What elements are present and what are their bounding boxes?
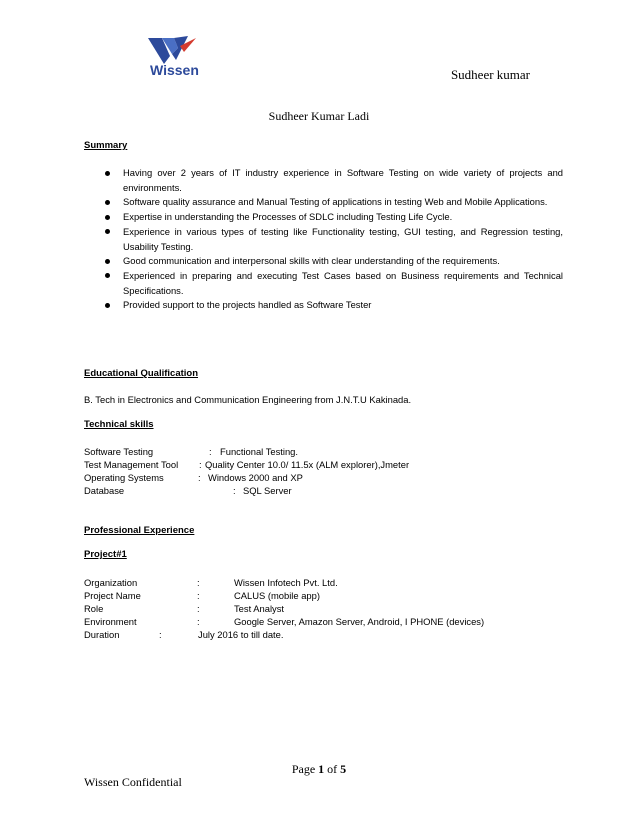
project-sep: : (159, 629, 162, 640)
company-logo (146, 36, 216, 80)
project-value: Test Analyst (234, 603, 285, 614)
skill-value: Windows 2000 and XP (208, 472, 303, 483)
skill-sep: : (198, 472, 201, 483)
summary-bullet: Provided support to the projects handled as Software Tester (103, 298, 563, 313)
page-total: 5 (340, 762, 347, 776)
skill-label: Test Management Tool (84, 459, 179, 470)
project-label: Organization (84, 577, 138, 588)
summary-bullet: Having over 2 years of IT industry experience in Software Testing on wide variety of projects and environments. (103, 166, 563, 195)
logo-text: Wissen (150, 62, 199, 78)
skill-value: SQL Server (243, 485, 292, 496)
skill-value: Quality Center 10.0/ 11.5x (ALM explorer),Jmeter (205, 459, 410, 470)
skill-value: Functional Testing. (220, 446, 298, 457)
skill-sep: : (233, 485, 236, 496)
project-sep: : (197, 577, 200, 588)
project-sep: : (197, 616, 200, 627)
experience-heading: Professional Experience (84, 525, 195, 536)
summary-bullet: Experience in various types of testing like Functionality testing, GUI testing, and Regression testing, Usability Testing. (103, 225, 563, 254)
skill-sep: : (199, 459, 202, 470)
skill-sep: : (209, 446, 212, 457)
summary-bullet: Experienced in preparing and executing Test Cases based on Business requirements and Technical Specifications. (103, 269, 563, 298)
project-label: Environment (84, 616, 137, 627)
confidential-footer: Wissen Confidential (84, 775, 182, 789)
project-label: Duration (84, 629, 120, 640)
education-text: B. Tech in Electronics and Communication Engineering from J.N.T.U Kakinada. (84, 394, 412, 405)
project-value: Google Server, Amazon Server, Android, I PHONE (devices) (234, 616, 485, 627)
skill-label: Database (84, 485, 125, 496)
project-label: Project Name (84, 590, 141, 601)
education-heading: Educational Qualification (84, 368, 199, 379)
project-value: Wissen Infotech Pvt. Ltd. (234, 577, 338, 588)
summary-bullet: Expertise in understanding the Processes of SDLC including Testing Life Cycle. (103, 210, 563, 225)
project-sep: : (197, 590, 200, 601)
project-value: July 2016 to till date. (198, 629, 284, 640)
summary-bullet: Good communication and interpersonal skills with clear understanding of the requirements. (103, 254, 563, 269)
summary-heading: Summary (84, 140, 128, 151)
project-heading: Project#1 (84, 549, 127, 560)
project-label: Role (84, 603, 104, 614)
summary-list (103, 166, 563, 313)
of-word: of (327, 762, 338, 776)
skills-heading: Technical skills (84, 419, 154, 430)
page-word: Page (291, 762, 316, 776)
project-sep: : (197, 603, 200, 614)
skill-label: Operating Systems (84, 472, 164, 483)
page-current: 1 (318, 762, 325, 776)
header-name: Sudheer kumar (450, 67, 530, 82)
summary-bullet: Software quality assurance and Manual Testing of applications in testing Web and Mobile Applications. (103, 195, 563, 210)
skill-label: Software Testing (84, 446, 154, 457)
candidate-name: Sudheer Kumar Ladi (268, 109, 370, 123)
project-value: CALUS (mobile app) (234, 590, 320, 601)
